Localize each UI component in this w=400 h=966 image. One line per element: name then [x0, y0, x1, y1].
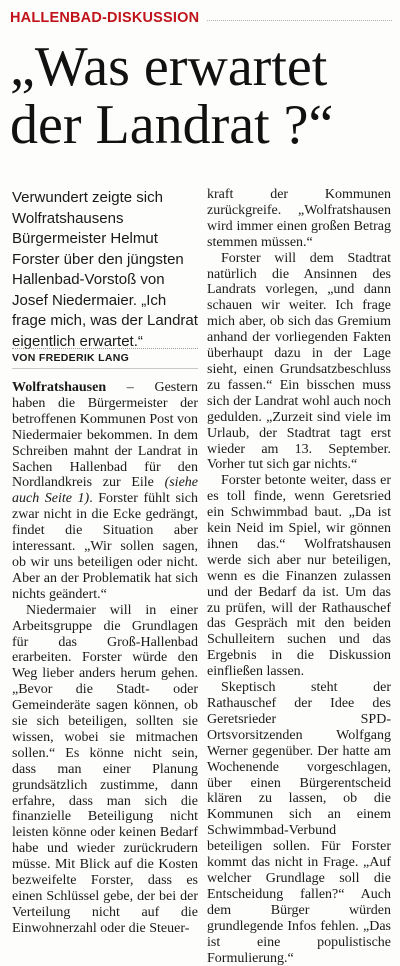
headline-line-2: der Landrat ?“	[10, 94, 334, 156]
byline-bottom-rule	[12, 368, 198, 369]
page-reference: (siehe auch Seite 1)	[12, 475, 198, 507]
body-paragraph: Skeptisch steht der Rathauschef der Idee des Geretsrieder SPD-Ortsvorsitzenden Wolfgang Werner gegenüber. Der hatte am Wochenende vorgeschlagen, über einen Bürgerentscheid klären zu lassen, ob die Kommunen sich an einem Schwimmbad-Verbund beteiligen sollen. Für Forster kommt das nicht in Frage. „Auf welcher Grundlage soll die Entscheidung fallen?“ Auch dem Bürger würden grundlegende Infos fehlen. „Das ist eine populistische Formulierung.“	[207, 680, 391, 966]
body-paragraph	[12, 380, 198, 603]
body-column-right	[207, 187, 391, 966]
dateline-location: Wolfratshausen	[12, 380, 107, 395]
body-paragraph: Niedermaier will in einer Arbeitsgruppe die Grundlagen für das Groß-Hallenbad erarbeiten. Forster würde den Weg lieber anders herum gehen. „Bevor die Stadt- oder Gemeinderäte sagen können, ob sie sich beteiligen, sollten sie wissen, wobei sie mitmachen sollen.“ Es könne nicht sein, dass man einer Planung grundsätzlich zustimme, dann erfahre, dass man sich die finanzielle Beteiligung nicht leisten könne oder keinen Bedarf habe und wieder zurückrudern müsse. Mit Blick auf die Kosten bezweifelte Forster, dass es einen Schlüssel gebe, der bei der Verteilung nicht auf die Einwohnerzahl oder die Steuer-	[12, 602, 198, 936]
body-paragraph: kraft der Kommunen zurückgreife. „Wolfratshausen wird immer einen großen Betrag stemmen müssen.“	[207, 187, 391, 250]
body-column-left	[12, 380, 198, 937]
body-text: . Forster fühlt sich zwar nicht in die Ecke gedrängt, findet die Situation aber interessant. „Wir sollen sagen, ob wir uns beteiligen oder nicht. Aber an der Problematik hat sich nichts geändert.“	[12, 491, 198, 602]
byline: VON FREDERIK LANG	[12, 352, 130, 364]
headline-line-1: „Was erwartet	[10, 36, 328, 98]
kicker-dotted-rule	[207, 20, 392, 21]
kicker-row	[10, 8, 392, 28]
body-paragraph: Forster betonte weiter, dass er es toll finde, wenn Geretsried ein Schwimmbad baut. „Da ist kein Neid im Spiel, wir gönnen ihnen das.“ Wolfratshausen werde sich aber nur beteiligen, wenn es die Finanzen zulassen und der Bedarf da ist. Um das zu prüfen, will der Rathauschef das Gespräch mit den beiden Schulleitern suchen und das Ergebnis in die Diskussion einfließen lassen.	[207, 473, 391, 680]
kicker-label: HALLENBAD-DISKUSSION	[10, 10, 200, 26]
body-text: – Gestern haben die Bürgermeister der betroffenen Kommunen Post von Niedermaier bekommen. In dem Schreiben mahnt der Landrat in Sachen Hallenbad für den Nordlandkreis zur Eile	[12, 380, 198, 491]
body-paragraph: Forster will dem Stadtrat natürlich die Ansinnen des Landrats vorlegen, „und dann schauen wir weiter. Ich frage mich aber, ob sich das Gremium anhand der vorliegenden Fakten überhaupt dazu in der Lage sieht, einen Grundsatzbeschluss zu fassen.“ Ein bisschen muss sich der Landrat wohl auch noch gedulden. „Zurzeit sind viele im Urlaub, der Stadtrat tagt erst wieder am 13. September. Vorher tut sich gar nichts.“	[207, 250, 391, 473]
byline-top-rule	[12, 348, 198, 349]
lead-paragraph: Verwundert zeigte sich Wolfratshausens Bürgermeister Helmut Forster über den jüngsten Hallenbad-Vorstoß von Josef Niedermaier. „Ich frage mich, was der Landrat eigentlich erwartet.“	[12, 189, 198, 350]
headline	[10, 38, 395, 154]
